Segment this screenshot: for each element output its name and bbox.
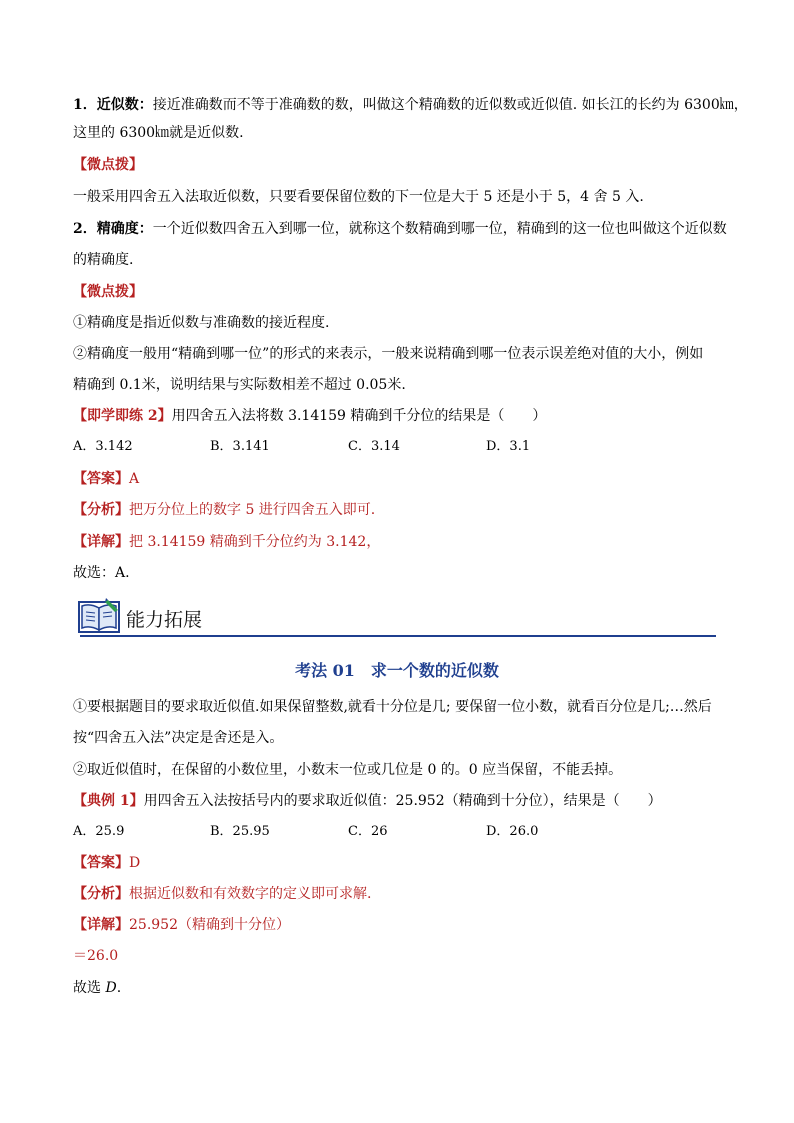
tip2-text-a: ①精确度是指近似数与准确数的接近程度.	[73, 315, 330, 331]
example-choose-value: D	[105, 980, 117, 996]
example-option-a: A．25.9	[73, 824, 125, 839]
example-option-b: B．25.95	[210, 824, 270, 839]
example-analysis-text: 根据近似数和有效数字的定义即可求解.	[129, 886, 372, 902]
item1-text-a: 接近准确数而不等于准确数的数，叫做这个精确数的近似数或近似值. 如长江的长约为 6300㎞，	[152, 97, 748, 113]
practice-choose: 故选：A.	[73, 565, 130, 581]
banner-divider	[80, 635, 716, 637]
item2-line-a	[73, 219, 727, 239]
tip2-text-b: ②精确度一般用“精确到哪一位”的形式的来表示，一般来说精确到哪一位表示误差绝对值的大小，例如	[73, 346, 704, 362]
practice-detail	[73, 532, 723, 552]
example-question: 用四舍五入法按括号内的要求取近似值：25.952（精确到十分位），结果是（ ）	[143, 793, 662, 809]
open-book-icon	[78, 598, 122, 636]
section2-rule-b: 按“四舍五入法”决定是舍还是入。	[73, 730, 284, 746]
practice-option-a: A．3.142	[73, 439, 133, 454]
tip1-text: 一般采用四舍五入法取近似数，只要看要保留位数的下一位是大于 5 还是小于 5，4 舍 5 入.	[73, 189, 644, 205]
example-answer-label: 【答案】	[73, 855, 129, 871]
example-label: 【典例 1】	[73, 793, 144, 809]
example-answer-value: D	[129, 855, 141, 871]
practice-question-line	[73, 406, 723, 426]
practice-option-c: C．3.14	[348, 439, 400, 454]
practice-question: 用四舍五入法将数 3.14159 精确到千分位的结果是（ ）	[171, 408, 547, 424]
section2-rule-c: ②取近似值时，在保留的小数位里，小数末一位或几位是 0 的。0 应当保留，不能丢掉。	[73, 762, 623, 778]
example-detail-label: 【详解】	[73, 917, 129, 933]
tip2-text-c: 精确到 0.1米，说明结果与实际数相差不超过 0.05米.	[73, 377, 406, 393]
practice-analysis	[73, 500, 723, 520]
example-option-c: C．26	[348, 824, 388, 839]
item2-text-b: 的精确度.	[73, 252, 134, 268]
example-choose-suffix: .	[116, 980, 122, 996]
example-detail-text: 25.952（精确到十分位）	[129, 917, 290, 933]
practice-answer-label: 【答案】	[73, 471, 129, 487]
item1-label: 1．近似数：	[73, 97, 153, 113]
section2-rule-a: ①要根据题目的要求取近似值.如果保留整数,就看十分位是几; 要保留一位小数，就看百分位是几;…然后	[73, 699, 712, 715]
practice-analysis-text: 把万分位上的数字 5 进行四舍五入即可.	[129, 502, 376, 518]
practice-detail-label: 【详解】	[73, 534, 129, 550]
practice-label: 【即学即练 2】	[73, 408, 172, 424]
example-analysis	[73, 884, 723, 904]
practice-option-d: D．3.1	[486, 439, 531, 454]
practice-detail-text: 把 3.14159 精确到千分位约为 3.142，	[129, 534, 381, 550]
example-detail	[73, 915, 723, 935]
item2-text-a: 一个近似数四舍五入到哪一位，就称这个数精确到哪一位，精确到的这一位也叫做这个近似数	[152, 221, 727, 237]
example-option-d: D．26.0	[486, 824, 539, 839]
practice-option-b: B．3.141	[210, 439, 270, 454]
item1-line-a	[73, 95, 748, 115]
practice-answer-value: A	[129, 471, 140, 487]
example-choose-prefix: 故选	[73, 980, 106, 996]
item2-label: 2．精确度：	[73, 221, 153, 237]
example-answer	[73, 853, 723, 873]
example-question-line	[73, 791, 723, 811]
banner-title: 能力拓展	[126, 609, 203, 631]
example-choose	[73, 978, 723, 998]
tip1-label: 【微点拨】	[73, 157, 143, 173]
item1-text-b: 这里的 6300㎞就是近似数.	[73, 125, 244, 141]
section2-title: 考法 01 求一个数的近似数	[295, 661, 499, 680]
example-detail-result: ＝26.0	[73, 948, 119, 964]
practice-analysis-label: 【分析】	[73, 502, 129, 518]
practice-answer	[73, 469, 723, 489]
tip2-label: 【微点拨】	[73, 284, 143, 300]
example-analysis-label: 【分析】	[73, 886, 129, 902]
